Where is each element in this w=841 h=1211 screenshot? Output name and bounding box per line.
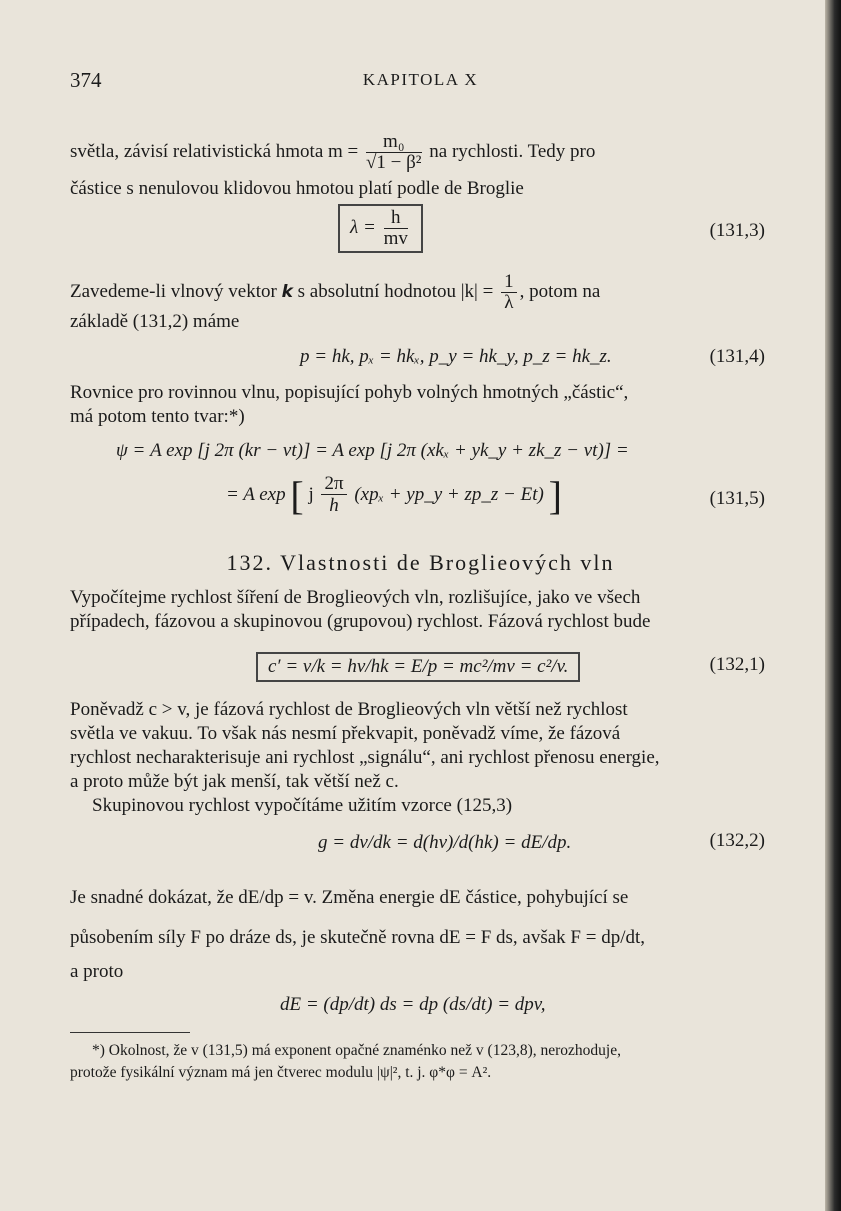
page-number: 374: [70, 68, 102, 92]
equation-131-5-line-2: = A exp [ j $\frac{2\pi}{h} (xp_x$ + yp_y + zp_z − Et) ]: [226, 473, 562, 518]
text-line-3: [70, 272, 770, 313]
vector-symbol: k: [281, 281, 293, 302]
text-line-10: světla ve vakuu. To však nás nesmí překvapit, poněvadž víme, že fázová: [70, 723, 621, 744]
footnote-line-2: protože fysikální význam má jen čtverec modulu |ψ|², t. j. φ*φ = A².: [70, 1064, 492, 1081]
equation-box: c′ = ν/k = hν/hk = E/p = mc²/mv = c²/v.: [256, 652, 580, 682]
equation-number: (131,4): [709, 346, 765, 367]
fraction-numerator: h: [384, 208, 408, 229]
fraction-denominator: λ: [504, 292, 514, 313]
equation-132-1: [256, 652, 580, 682]
text-line-2: částice s nenulovou klidovou hmotou platí podle de Broglie: [70, 178, 524, 199]
text-line-9: Poněvadž c > v, je fázová rychlost de Broglieových vln větší než rychlost: [70, 699, 628, 720]
fraction: [501, 272, 517, 313]
text-line-16: a proto: [70, 961, 124, 982]
equation-box: [338, 204, 423, 253]
equation-131-3: [338, 204, 423, 253]
text-line-4: základě (131,2) máme: [70, 311, 240, 332]
equation-132-2: g = dν/dk = d(hν)/d(hk) = dE/dp.: [318, 832, 572, 853]
fraction: [321, 474, 346, 517]
text-line-6: má potom tento tvar:*): [70, 406, 245, 427]
text-line-15: působením síly F po dráze ds, je skutečně rovna dE = F ds, avšak F = dp/dt,: [70, 927, 646, 948]
text-segment: Zavedeme-li vlnový vektor: [70, 280, 277, 302]
text-line-8: případech, fázovou a skupinovou (grupovou) rychlost. Fázová rychlost bude: [70, 611, 651, 632]
fraction-denominator: √1 − β²: [366, 152, 422, 173]
fraction-numerator: m₀: [366, 132, 422, 153]
equation-number: (131,5): [709, 488, 765, 509]
text-line-1: [70, 132, 770, 173]
text-segment: světla, závisí relativistická hmota m =: [70, 140, 359, 162]
text-line-14: Je snadné dokázat, že dE/dp = v. Změna energie dE částice, pohybující se: [70, 887, 629, 908]
text-segment: na rychlosti. Tedy pro: [429, 140, 596, 162]
fraction-numerator: 2π: [321, 474, 346, 495]
page-edge-shadow: [825, 0, 841, 1211]
fraction-numerator: 1: [501, 272, 517, 293]
equation-segment: (xpₓ + yp_y + zp_z − Et): [354, 483, 544, 505]
text-segment: s absolutní hodnotou |k| =: [297, 280, 494, 302]
footnote-line-1: *) Okolnost, že v (131,5) má exponent opačné znaménko než v (123,8), nerozhoduje,: [92, 1042, 621, 1059]
fraction-denominator: mv: [383, 228, 408, 249]
text-line-11: rychlost necharakterisuje ani rychlost „signálu“, ani rychlost přenosu energie,: [70, 747, 660, 768]
bracket-open: [: [290, 473, 304, 518]
text-line-13: Skupinovou rychlost vypočítáme užitím vzorce (125,3): [92, 795, 513, 816]
section-heading: 132. Vlastnosti de Broglieových vln: [226, 550, 615, 575]
text-segment: , potom na: [519, 280, 601, 302]
text-line-5: Rovnice pro rovinnou vlnu, popisující pohyb volných hmotných „částic“,: [70, 382, 629, 403]
equation-lhs: λ =: [350, 216, 376, 238]
bracket-close: ]: [548, 473, 562, 518]
text-line-7: Vypočítejme rychlost šíření de Broglieových vln, rozlišujíce, jako ve všech: [70, 587, 641, 608]
equation-segment: = A exp: [226, 483, 286, 505]
footnote-rule: [70, 1032, 190, 1033]
equation-131-4: p = hk, pₓ = hkₓ, p_y = hk_y, p_z = hk_z.: [300, 346, 612, 367]
text-line-12: a proto může být jak menší, tak větší než c.: [70, 771, 399, 792]
equation-energy-change: dE = (dp/dt) ds = dp (ds/dt) = dpv,: [280, 994, 546, 1015]
equation-number: (132,2): [709, 830, 765, 851]
equation-number: (131,3): [709, 220, 765, 241]
fraction: [384, 208, 408, 249]
equation-number: (132,1): [709, 654, 765, 675]
fraction: [366, 132, 422, 173]
fraction-denominator: h: [329, 495, 339, 516]
chapter-title: KAPITOLA X: [362, 70, 479, 89]
equation-131-5-line-1: ψ = A exp [j 2π (kr − νt)] = A exp [j 2π (xkₓ + yk_y + zk_z − νt)] =: [116, 440, 629, 461]
